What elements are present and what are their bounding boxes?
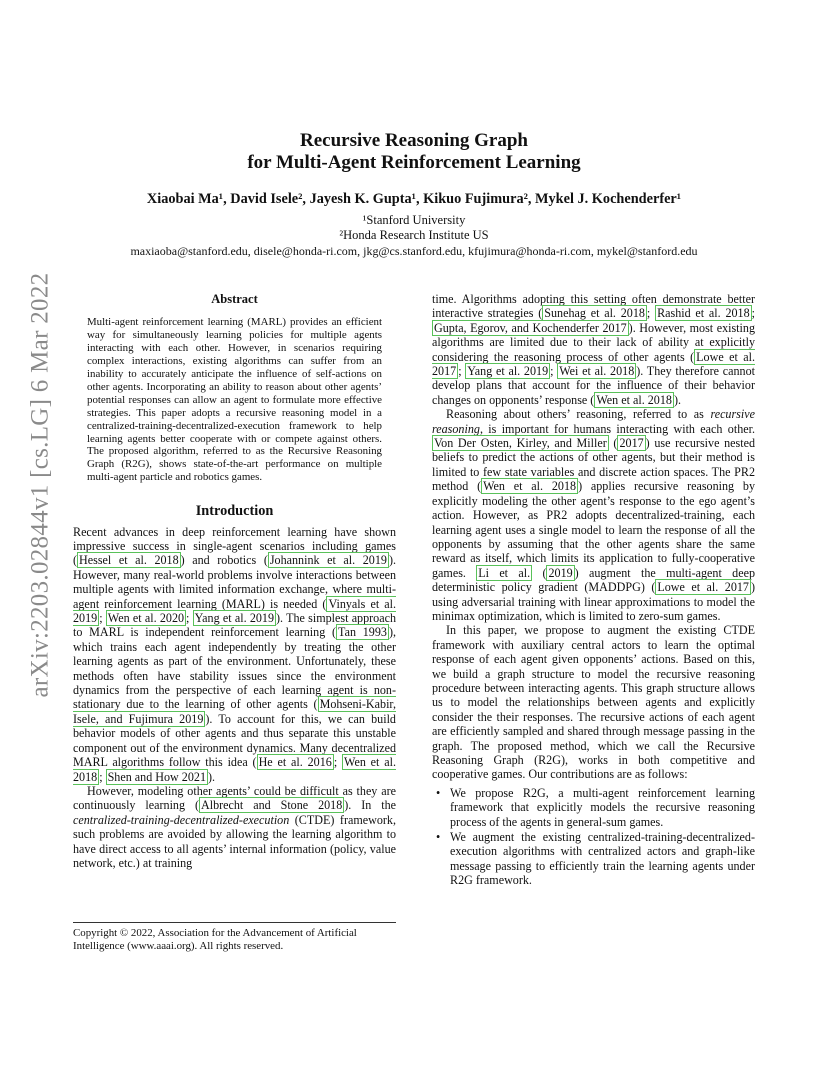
text-run: , is important for humans interacting with each other. [479, 421, 755, 436]
text-run: ; [751, 306, 756, 321]
text-run: However, modeling other agents’ could be difficult as they are continuously learning ( [73, 783, 396, 813]
citation-link[interactable]: Lowe et al. 2017 [432, 349, 755, 379]
text-run: Recent advances in deep reinforcement learning have shown impressive success in single-agent scenarios including games ( [73, 524, 396, 568]
affiliation-honda: ²Honda Research Institute US [339, 228, 489, 242]
left-column [73, 292, 396, 870]
citation-link[interactable]: 2017 [619, 436, 644, 451]
bullet-icon: • [436, 785, 441, 800]
contribution-item [432, 786, 755, 829]
citation-link[interactable]: Johannink et al. 2019 [269, 553, 387, 568]
intro-paragraph-1 [73, 525, 396, 784]
contributions-list [432, 786, 755, 888]
text-run: time. Algorithms adopting this setting often demonstrate better interactive strategies ( [432, 292, 755, 321]
citation-link[interactable]: Lowe et al. 2017 [657, 580, 749, 595]
text-run: ), which trains each agent independently by treating the other learning agents as part of the environment. Unfortunately, these methods often have stability issues since the environment dynamics from the perspective of each learning agent is non-stationary due to the learning of other agents ( [73, 625, 397, 712]
text-run: ; [458, 364, 466, 379]
citation-link[interactable]: Hessel et al. 2018 [79, 553, 179, 568]
text-run: ) augment the multi-agent deep deterministic policy gradient (MADDPG) ( [432, 565, 755, 595]
text-run: ) and robotics ( [180, 553, 268, 568]
text-run: (CTDE) framework, such problems are avoided by allowing the learning algorithm to have direct access to all agents’ internal information (policy, value network, etc.) at training [73, 812, 396, 870]
citation-link[interactable]: Wen et al. 2018 [73, 755, 396, 784]
bullet-icon: • [436, 830, 441, 845]
author-list: Xiaobai Ma¹, David Isele², Jayesh K. Gupta¹, Kikuo Fujimura², Mykel J. Kochenderfer¹ [146, 191, 682, 207]
citation-link[interactable]: Gupta, Egorov, and Kochenderfer 2017 [434, 320, 627, 335]
arxiv-stamp-text: arXiv:2203.02844v1 [cs.LG] 6 Mar 2022 [26, 272, 54, 698]
citation-link[interactable]: Wen et al. 2018 [483, 479, 577, 494]
citation-link[interactable]: Wei et al. 2018 [559, 364, 635, 379]
affiliation-stanford: ¹Stanford University [362, 213, 466, 227]
intro-paragraph-2 [73, 784, 396, 870]
citation-link[interactable]: Yang et al. 2019 [194, 611, 275, 626]
citation-link[interactable]: Von Der Osten, Kirley, and Miller [434, 436, 607, 451]
contribution-text: We augment the existing centralized-training-decentralized-execution algorithms with centralized actors and graph-like message passing to efficiently train the learning agents under R2G framework. [450, 830, 755, 888]
abstract-heading: Abstract [211, 292, 258, 306]
text-run: ). They therefore cannot develop plans that account for the influence of their behavior changes on opponents’ response ( [432, 364, 755, 407]
text-run: ; [99, 769, 106, 784]
right-paragraph-1 [432, 292, 755, 407]
citation-link[interactable]: Sunehag et al. 2018 [544, 306, 645, 321]
text-run: ( [608, 436, 618, 451]
citation-link[interactable]: Li et al. [478, 565, 531, 580]
text-run: ; [333, 755, 342, 770]
citation-link[interactable]: Tan 1993 [338, 625, 387, 640]
author-emails: maxiaoba@stanford.edu, disele@honda-ri.com, jkg@cs.stanford.edu, kfujimura@honda-ri.com, mykel@stanford.edu [130, 244, 698, 258]
text-run: ) using adversarial training with linear approximations to model the minimax optimization, which is limited to zero-sum games. [432, 580, 755, 623]
abstract-text: Multi-agent reinforcement learning (MARL) provides an efficient way for simultaneously learning policies for multiple agents interacting with each other. However, in scenarios requiring complex interactions, existing algorithms can suffer from an inability to accurately anticipate the influence of self-actions on other agents. Incorporating an ability to reason about other agents’ potential responses can allow an agent to formulate more effective strategies. This paper adopts a recursive reasoning model in a centralized-training-decentralized-execution framework to help learning agents better cooperate with or compete against others. The proposed algorithm, referred to as the Recursive Reasoning Graph (R2G), shows state-of-the-art performance on multiple multi-agent particle and robotics games. [87, 316, 382, 484]
right-paragraph-3: In this paper, we propose to augment the existing CTDE framework with auxiliary central actors to learn the optimal response of each agent given opponents’ actions. Based on this, we build a graph structure to model the recursive reasoning procedure between interacting agents. This graph structure allows us to model the relationships between agents and explicitly consider the their responses. The recursive actions of each agent are efficiently sampled and shared through message passing in the graph. The proposed method, which we call the Recursive Reasoning Graph (R2G), works in both competitive and cooperative games. Our contributions are as follows: [432, 623, 755, 782]
text-run: ( [532, 565, 547, 580]
text-run: ). The simplest approach to MARL is independent reinforcement learning ( [73, 611, 397, 640]
text-run: ). [673, 392, 681, 407]
text-run: ). In the [344, 798, 397, 813]
text-run: ). To account for this, we can build behavior models of other agents and thus separate this unstable component out of the environment dynamics. Many decentralized MARL algorithms follow this idea ( [73, 711, 396, 770]
text-run: ; [186, 611, 193, 626]
citation-link[interactable]: Wen et al. 2018 [596, 392, 672, 407]
citation-link[interactable]: Albrecht and Stone 2018 [200, 798, 343, 813]
emphasis-text: centralized-training-decentralized-execution [73, 812, 290, 827]
right-column [432, 292, 755, 889]
arxiv-stamp [20, 272, 60, 698]
citation-link[interactable]: Vinyals et al. 2019 [73, 596, 397, 626]
copyright-footnote: Copyright © 2022, Association for the Advancement of Artificial Intelligence (www.aaai.org). All rights reserved. [73, 922, 396, 953]
citation-link[interactable]: 2019 [548, 565, 573, 580]
text-run: ) applies recursive reasoning by explicitly modeling the other agent’s response to the ego agent’s action. However, as PR2 adopts decentralized-training, each learning agent uses a single model to learn the response of all the opponents by assuming that the other agents share the same reward as itself, which limits its application to fully-cooperative games. [432, 479, 755, 580]
citation-link[interactable]: Yang et al. 2019 [467, 364, 549, 379]
text-run: ). However, most existing algorithms are limited due to their lack of ability at explicitly considering the reasoning process of other agents ( [432, 320, 755, 364]
contribution-item [432, 830, 755, 888]
text-run: Reasoning about others’ reasoning, referred to as [446, 407, 711, 422]
text-run: ; [550, 364, 558, 379]
citation-link[interactable]: Rashid et al. 2018 [657, 306, 750, 321]
title-line-1: Recursive Reasoning Graph [300, 130, 528, 151]
paper-header [73, 130, 755, 259]
text-run: ; [646, 306, 656, 321]
citation-link[interactable]: Mohseni-Kabir, Isele, and Fujimura 2019 [73, 697, 396, 726]
emphasis-text: recursive reasoning [432, 407, 755, 436]
contribution-text: We propose R2G, a multi-agent reinforcement learning framework that explicitly models the recursive reasoning process of the agents in general-sum games. [450, 785, 755, 829]
text-run: ; [99, 611, 106, 626]
introduction-heading: Introduction [195, 503, 274, 520]
paper-title [73, 130, 755, 174]
text-run: ). [208, 769, 216, 784]
text-run: ) use recursive nested beliefs to predict the actions of other agents, but their method is limited to few state variables and discrete action spaces. The PR2 method ( [432, 436, 756, 494]
text-run: ). However, many real-world problems involve interactions between multiple agents with limited information exchange, where multi-agent reinforcement learning (MARL) is needed ( [73, 553, 396, 611]
citation-link[interactable]: Wen et al. 2020 [107, 611, 185, 626]
citation-link[interactable]: He et al. 2016 [258, 755, 332, 770]
citation-link[interactable]: Shen and How 2021 [107, 769, 206, 784]
title-line-2: for Multi-Agent Reinforcement Learning [247, 152, 581, 173]
right-paragraph-2 [432, 407, 755, 623]
